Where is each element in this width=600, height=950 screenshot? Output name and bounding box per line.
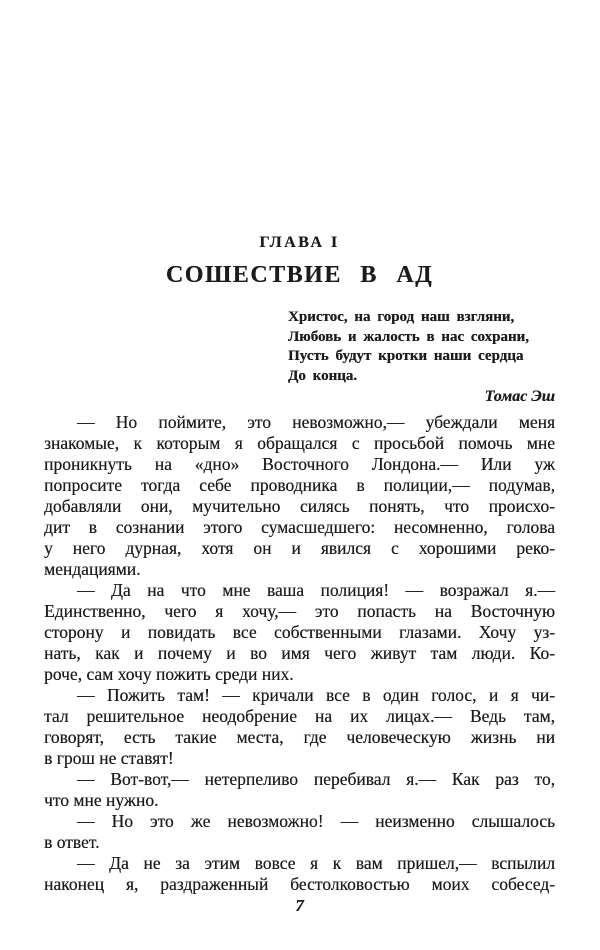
text-line: нать, как и почему и во имя чего живут там люди. Ко- bbox=[44, 643, 555, 663]
epigraph-line: Любовь и жалость в нас сохрани, bbox=[288, 328, 529, 345]
paragraph bbox=[44, 412, 555, 580]
text-line: роче, сам хочу пожить среди них. bbox=[44, 664, 294, 684]
paragraph bbox=[44, 580, 555, 685]
text-line: мендациями. bbox=[44, 559, 141, 579]
paragraph bbox=[44, 853, 555, 895]
text-line: сторону и повидать все собственными глазами. Хочу уз- bbox=[44, 622, 555, 642]
text-line: дит в сознании этого сумасшедшего: несомненно, голова bbox=[44, 517, 555, 537]
text-line: что мне нужно. bbox=[44, 790, 159, 810]
epigraph-attribution: Томас Эш bbox=[484, 388, 555, 405]
text-line: попросите тогда себе проводника в полиции,— подумав, bbox=[44, 475, 555, 495]
paragraph bbox=[44, 769, 555, 811]
text-line: в ответ. bbox=[44, 832, 100, 852]
text-line: в грош не ставят! bbox=[44, 748, 174, 768]
paragraph bbox=[44, 811, 555, 853]
paragraph bbox=[44, 685, 555, 769]
epigraph-line: До конца. bbox=[288, 367, 358, 384]
text-line: проникнуть на «дно» Восточного Лондона.— Или уж bbox=[44, 454, 555, 474]
epigraph-line: Христос, на город наш взгляни, bbox=[288, 309, 515, 325]
text-line: — Да на что мне ваша полиция! — возражал я.— bbox=[77, 580, 555, 600]
text-line: наконец я, раздраженный бестолковостью моих собесед- bbox=[44, 874, 555, 894]
text-line: Единственно, чего я хочу,— это попасть на Восточную bbox=[44, 601, 555, 621]
text-line: — Да не за этим вовсе я к вам пришел,— вспылил bbox=[77, 853, 555, 873]
text-line: — Пожить там! — кричали все в один голос, и я чи- bbox=[77, 685, 555, 705]
text-line: — Вот-вот,— нетерпеливо перебивал я.— Как раз то, bbox=[77, 769, 555, 789]
text-line: знакомые, к которым я обращался с просьбой помочь мне bbox=[44, 433, 555, 453]
text-line: тал решительное неодобрение на их лицах.— Ведь там, bbox=[44, 706, 555, 726]
epigraph-line: Пусть будут кротки наши сердца bbox=[288, 348, 524, 364]
text-line: добавляли они, мучительно силясь понять, что происхо- bbox=[44, 496, 555, 516]
body-paragraphs bbox=[44, 412, 555, 895]
epigraph bbox=[288, 308, 555, 406]
page-number: 7 bbox=[295, 896, 304, 915]
chapter-number-heading: ГЛАВА I bbox=[259, 234, 340, 251]
text-line: у него дурная, хотя он и явился с хорошими реко- bbox=[44, 538, 555, 558]
epigraph-lines bbox=[288, 308, 555, 386]
chapter-title: СОШЕСТВИЕ В АД bbox=[165, 262, 434, 288]
text-line: говорят, есть такие места, где человеческую жизнь ни bbox=[44, 727, 555, 747]
text-line: — Но это же невозможно! — неизменно слышалось bbox=[77, 811, 555, 831]
text-line: — Но поймите, это невозможно,— убеждали меня bbox=[77, 412, 555, 432]
